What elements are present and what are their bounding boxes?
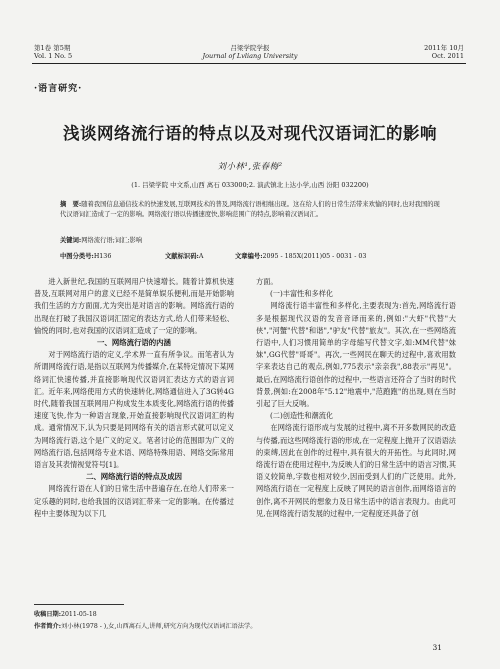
article-title: 浅谈网络流行语的特点以及对现代汉语词汇的影响 — [63, 124, 437, 143]
header-journal-en: Journal of Lvliang University — [202, 52, 298, 60]
paragraph-diversity: 网络流行语丰富性和多样化,主要表现为:首先,网络流行语多是根据现代汉语的发音音译而来的,例如:"大虾"代替"大侠","河蟹"代替"和谐","驴友"代替"旅友"。其次,在一些网络流行语中,人们习惯用简单的字母缩写代替文字,如:MM代替"妹妹",GG代替"哥哥"。再次,一些网民在聊天的过程中,喜欢用数字来表达自己的观点,例如,775表示"亲亲我",88表示"再见"。最后,在网络流行语创作的过程中,一些语言还符合了当时的时代背景,例如:在2008年"5.12"地震中,"范跑跑"的出现,则在当时引起了巨大反响。 — [256, 301, 456, 409]
header-date-cn: 2011年 10月 — [424, 44, 464, 52]
paragraph-features-intro: 网络流行语在人们的日常生活中普遍存在,在给人们带来一定乐趣的同时,也给我国的汉语词汇带来一定的影响。在传播过程中主要体现为以下几 — [34, 484, 234, 518]
doc-code-value: A — [198, 253, 204, 260]
article-id-label: 文章编号: — [235, 253, 263, 260]
doc-code-label: 文献标识码: — [165, 253, 199, 260]
body-column-right — [256, 276, 456, 520]
article-authors: 刘小林¹,张春梅² — [217, 162, 283, 172]
intro-paragraph: 进入新世纪,我国的互联网用户快速增长。随着计算机快速普及,互联网对用户的意义已经不是简单娱乐便利,而是开始影响我们生活的方方面面,尤为突出是对语言的影响。网络流行语的出现在打破了我国汉语词汇固定的表达方式,给人们带来轻松、愉悦的同时,也对我国的汉语词汇造成了一定的影响。 — [34, 277, 234, 335]
footnote-received — [34, 609, 97, 618]
clc-value: H136 — [93, 253, 112, 260]
paragraph-continued: 方面。 — [256, 277, 278, 286]
abstract — [60, 200, 440, 219]
paragraph-definition: 对于网络流行语的定义,学术界一直有所争议。而笔者认为所谓网络流行语,是指以互联网为传播媒介,在某特定情况下某网络词汇快速传播,并直接影响现代汉语词汇表达方式的语言词汇。近年来,网络使用方式的快速转化,网络通信进入了3G转4G时代,随着我国互联网用户构成发生本质变化,网络流行语的传播速度飞快,作为一种语言现象,开始直接影响现代汉语词汇的构成。通常情况下,认为只要是同网络有关的语言形式就可以定义为网络流行语,这个是广义的定义。笔者讨论的范围即为广义的网络流行语,包括网络专业术语、网络特殊用语、网络交际常用语言及其表情视觉符号[1]。 — [34, 350, 234, 470]
abstract-text: 随着我国信息通信技术的快速发展,互联网技术的普及,网络流行语相继出现。这在给人们的日常生活带来欢愉的同时,也对我国的现代汉语词汇造成了一定的影响。网络流行语以传播速度快,影响范围广的特点,影响着汉语词汇。 — [60, 201, 440, 218]
paragraph-creativity: 在网络流行语形成与发展的过程中,离不开多数网民的改造与传播,而这些网络流行语的形成,在一定程度上抛开了汉语语法的束缚,因此在创作的过程中,具有很大的开拓性。与此同时,网络流行语在使用过程中,为反映人们的日常生活中的语言习惯,其语义较简单,字数也相对较少,因而受到人们的广泛使用。此外,网络流行语在一定程度上反映了网民的语言创作,而网络语言的创作,离不开网民的想象力及日常生活中的语言表现力。由此可见,在网络流行语发展的过程中,一定程度还具备了创 — [256, 423, 456, 518]
section-label: ·语言研究· — [34, 84, 83, 94]
section-heading-2: 二、网络流行语的特点及成因 — [85, 472, 183, 482]
header-journal-cn: 吕梁学院学报 — [230, 44, 270, 52]
header-date-en: Oct. 2011 — [431, 52, 464, 60]
subsection-heading-1: (一)丰富性和多样化 — [270, 289, 334, 299]
keywords-label: 关键词: — [60, 237, 82, 244]
subsection-heading-2: (二)创造性和潮流化 — [270, 411, 334, 421]
header-rule — [32, 63, 466, 64]
classification-line — [60, 251, 460, 260]
received-label: 收稿日期: — [34, 611, 62, 618]
body-column-left — [34, 276, 234, 520]
header-volume-en: Vol. 1 No. 5 — [34, 52, 73, 60]
header-date — [424, 44, 464, 60]
author-bio: 刘小林(1978 - ),女,山西离石人,讲师,研究方向为现代汉语词汇语法学。 — [61, 623, 257, 630]
keywords-text: 网络流行语;词汇;影响 — [81, 237, 143, 244]
section-heading-1: 一、网络流行语的内涵 — [97, 338, 171, 348]
keywords — [60, 235, 440, 244]
page-number: 31 — [432, 643, 442, 652]
author-affiliations: (1. 吕梁学院 中文系,山西 离石 033000;2. 演武镇北上达小学,山西 汾阳 032200) — [131, 181, 369, 189]
header-volume-cn: 第1卷 第5期 — [34, 44, 71, 52]
footnote-author — [34, 621, 256, 630]
author-bio-label: 作者简介: — [34, 623, 62, 630]
received-date: 2011-05-18 — [61, 611, 97, 618]
footnote-rule — [34, 604, 124, 605]
clc-label: 中图分类号: — [60, 253, 94, 260]
article-id-value: 2095 - 185X(2011)05 - 0031 - 03 — [262, 253, 367, 260]
abstract-label: 摘 要: — [60, 201, 82, 208]
